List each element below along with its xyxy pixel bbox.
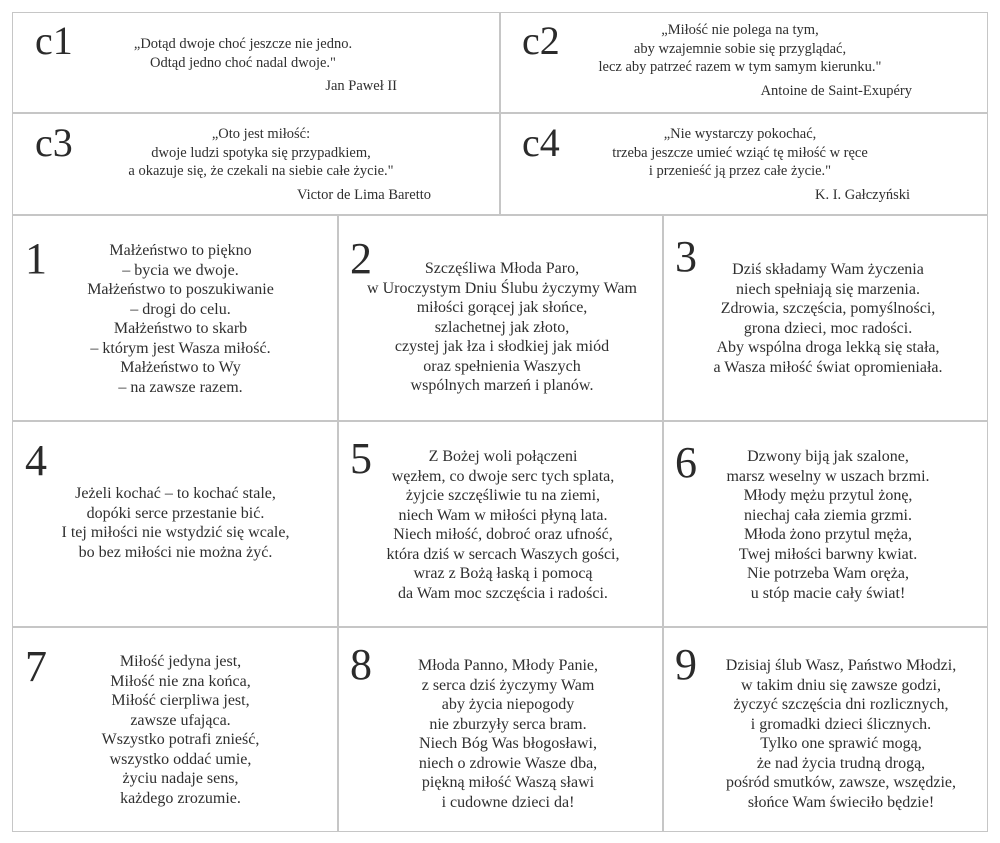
wish-line: Tylko one sprawić mogą, [760, 735, 922, 752]
quote-line: trzeba jeszcze umieć wziąć tę miłość w ręce [612, 144, 868, 161]
quote-author: K. I. Gałczyński [814, 186, 910, 203]
wish-text [23, 484, 328, 562]
wish-line: a Wasza miłość świat opromieniała. [713, 358, 943, 376]
wish-line: że nad życia trudną drogą, [756, 754, 926, 772]
wish-cell-9 [662, 626, 988, 832]
wish-text [344, 259, 660, 396]
quote-cell-c1 [12, 12, 501, 114]
wish-line: wspólnych marzeń i planów. [410, 377, 594, 394]
quote-cell-c4 [499, 112, 988, 216]
quote-line: „Oto jest miłość: [211, 126, 311, 142]
wish-line: u stóp macie cały świat! [750, 584, 906, 602]
wish-line: i cudowne dzieci da! [441, 793, 575, 811]
quote-cell-c2 [499, 12, 988, 114]
wish-number: 2 [350, 234, 372, 283]
wish-line: Niech Bóg Was błogosławi, [419, 735, 597, 752]
wish-line: Młody mężu przytul żonę, [743, 487, 913, 504]
wish-line: dopóki serce przestanie bić. [86, 504, 265, 522]
wish-line: Dzisiaj ślub Wasz, Państwo Młodzi, [725, 657, 957, 674]
wish-line: Twej miłości barwny kwiat. [738, 545, 918, 563]
wish-text [683, 260, 973, 377]
wish-line: pośród smutków, zawsze, wszędzie, [725, 774, 956, 791]
quote-label: c3 [35, 120, 73, 165]
wish-number: 6 [675, 438, 697, 487]
quote-cell-c3 [12, 112, 501, 216]
wish-text [699, 656, 983, 812]
wish-line: szlachetnej jak złoto, [434, 318, 570, 336]
wish-number: 5 [350, 434, 372, 483]
wish-cell-5 [337, 420, 664, 628]
wish-line: z serca dziś życzymy Wam [421, 676, 595, 694]
wish-text [683, 447, 973, 603]
quote-label: c4 [522, 120, 560, 165]
wish-line: – drogi do celu. [130, 300, 231, 318]
quote-author: Antoine de Saint-Exupéry [760, 82, 912, 99]
wish-cell-4 [12, 420, 339, 628]
wish-text [53, 652, 308, 808]
wish-line: aby życia niepogody [441, 696, 575, 713]
wish-line: niechaj cała ziemia grzmi. [744, 506, 912, 524]
wish-line: – na zawsze razem. [118, 378, 243, 396]
quote-line: lecz aby patrzeć razem w tym samym kierunku." [598, 59, 882, 75]
wish-line: Nie potrzeba Wam oręża, [747, 565, 909, 582]
wish-line: Wszystko potrafi znieść, [101, 731, 260, 748]
quote-line: i przenieść ją przez całe życie." [648, 163, 832, 179]
wish-line: Miłość nie zna końca, [110, 672, 251, 690]
quote-label: c2 [522, 18, 560, 63]
wish-line: wraz z Bożą łaską i pomocą [413, 565, 593, 582]
quote-author: Jan Paweł II [325, 78, 397, 94]
wish-line: Z Bożej woli połączeni [428, 448, 578, 465]
wish-line: Małżeństwo to Wy [120, 359, 241, 376]
wish-line: która dziś w sercach Waszych gości, [386, 545, 620, 563]
wish-line: zawsze ufająca. [130, 711, 231, 729]
wish-line: węzłem, co dwoje serc tych splata, [391, 467, 615, 485]
wish-cell-2 [337, 214, 664, 422]
wish-line: Zdrowia, szczęścia, pomyślności, [720, 300, 936, 317]
wish-line: nie zburzyły serca bram. [429, 715, 587, 733]
wish-line: i gromadki dzieci ślicznych. [750, 715, 932, 733]
quote-line: Odtąd jedno choć nadal dwoje." [150, 54, 336, 71]
wish-line: marsz weselny w uszach brzmi. [726, 467, 930, 485]
wish-number: 1 [25, 234, 47, 283]
wish-line: Aby wspólna droga lekką się stała, [716, 339, 940, 356]
quote-label: c1 [35, 18, 73, 63]
wish-line: da Wam moc szczęścia i radości. [398, 584, 608, 602]
wish-line: czystej jak łza i słodkiej jak miód [394, 338, 610, 355]
wish-text [53, 241, 308, 397]
wish-line: każdego zrozumie. [120, 789, 241, 807]
wish-number: 3 [675, 232, 697, 281]
wish-text [358, 447, 648, 603]
wish-line: bo bez miłości nie można żyć. [78, 543, 273, 561]
wish-line: Dzwony biją jak szalone, [747, 448, 909, 465]
wish-line: wszystko oddać umie, [109, 750, 252, 768]
quote-line: „Miłość nie polega na tym, [661, 22, 819, 38]
wish-line: Młoda żono przytul męża, [744, 526, 912, 543]
wish-line: żyjcie szczęśliwie tu na ziemi, [405, 487, 601, 504]
quote-text [113, 35, 397, 96]
wish-line: piękną miłość Waszą sławi [421, 774, 595, 791]
quote-line: „Dotąd dwoje choć jeszcze nie jedno. [133, 36, 353, 52]
wish-cell-1 [12, 214, 339, 422]
wish-line: – którym jest Wasza miłość. [90, 339, 271, 357]
quote-text [91, 125, 431, 204]
wish-line: życzyć szczęścia dni rozlicznych, [733, 696, 949, 713]
wish-line: w Uroczystym Dniu Ślubu życzymy Wam [367, 279, 637, 297]
wish-cell-3 [662, 214, 988, 422]
wish-line: niech spełniają się marzenia. [736, 280, 920, 298]
wish-number: 4 [25, 436, 47, 485]
wish-line: życiu nadaje sens, [122, 770, 239, 787]
quote-line: a okazuje się, że czekali na siebie całe życie." [128, 163, 394, 179]
wish-number: 7 [25, 642, 47, 691]
wish-line: – bycia we dwoje. [122, 261, 239, 279]
quote-text [570, 125, 910, 204]
wish-line: Małżeństwo to poszukiwanie [87, 281, 274, 298]
quote-text [570, 21, 910, 100]
wish-line: Małżeństwo to skarb [113, 320, 248, 337]
wish-cell-7 [12, 626, 339, 832]
wish-line: Miłość jedyna jest, [119, 653, 242, 670]
wish-line: Miłość cierpliwa jest, [111, 692, 250, 709]
wish-line: oraz spełnienia Waszych [423, 357, 581, 375]
wish-line: Młoda Panno, Młody Panie, [418, 657, 598, 674]
wish-line: słońce Wam świeciło będzie! [747, 793, 935, 811]
quote-author: Victor de Lima Baretto [296, 186, 431, 203]
wish-line: Niech miłość, dobroć oraz ufność, [393, 526, 613, 543]
wish-line: Małżeństwo to piękno [109, 242, 252, 259]
wish-text [378, 656, 638, 812]
wish-line: Szczęśliwa Młoda Paro, [424, 260, 580, 277]
wish-line: niech Wam w miłości płyną lata. [398, 506, 608, 524]
wish-number: 8 [350, 640, 372, 689]
wish-line: Jeżeli kochać – to kochać stale, [75, 485, 276, 502]
quote-line: aby wzajemnie sobie się przyglądać, [633, 40, 847, 57]
wish-line: I tej miłości nie wstydzić się wcale, [61, 524, 290, 541]
wish-line: miłości gorącej jak słońce, [416, 299, 588, 316]
wish-line: Dziś składamy Wam życzenia [732, 261, 924, 278]
wish-line: niech o zdrowie Wasze dba, [418, 754, 598, 772]
wish-line: w takim dniu się zawsze godzi, [741, 676, 941, 694]
wish-cell-8 [337, 626, 664, 832]
wish-line: grona dzieci, moc radości. [743, 319, 913, 337]
quote-line: dwoje ludzi spotyka się przypadkiem, [151, 144, 371, 161]
quote-line: „Nie wystarczy pokochać, [663, 126, 817, 142]
wish-cell-6 [662, 420, 988, 628]
wish-number: 9 [675, 640, 697, 689]
